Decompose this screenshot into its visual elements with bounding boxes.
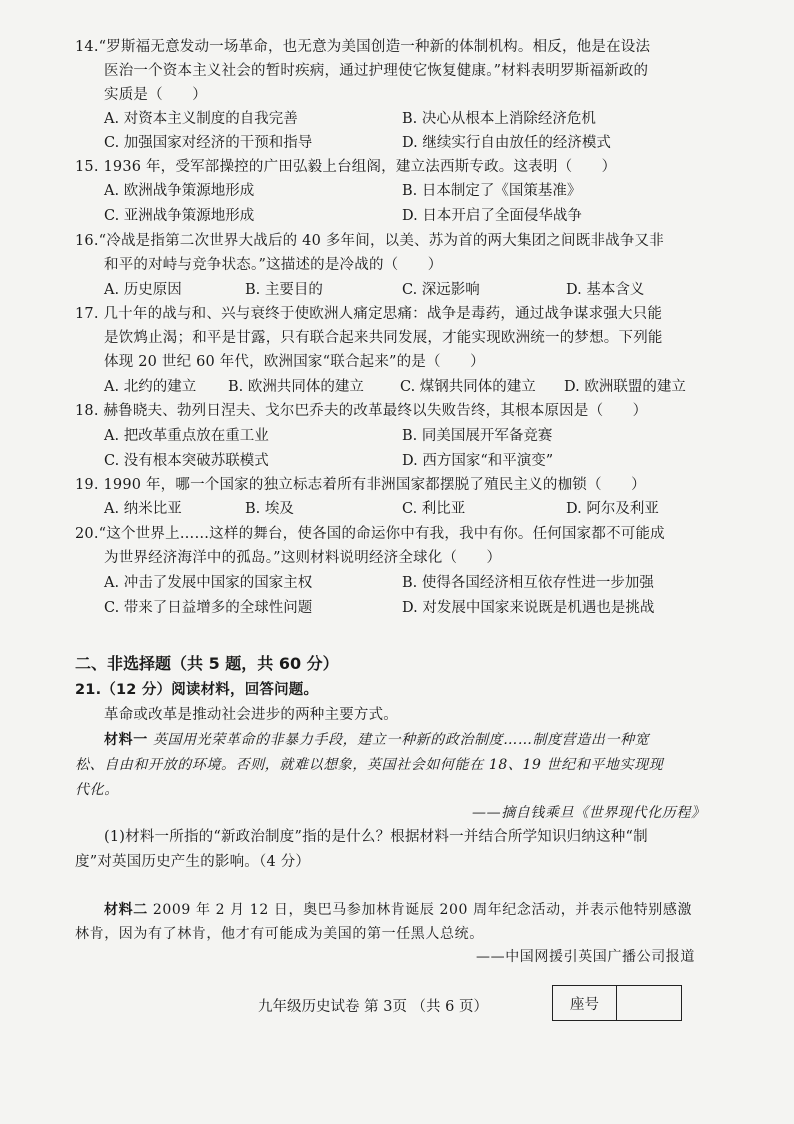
q20-option-a: A. 冲击了发展中国家的国家主权 — [104, 575, 313, 591]
q17-stem-line1: 17. 几十年的战与和、兴与衰终于使欧洲人痛定思痛：战争是毒药，通过战争谋求强大只能 — [75, 306, 663, 322]
q15-stem-line1: 15. 1936 年，受军部操控的广田弘毅上台组阁，建立法西斯专政。这表明（ ） — [75, 159, 617, 175]
q17-option-c: C. 煤钢共同体的建立 — [400, 379, 536, 395]
q15-option-d: D. 日本开启了全面侵华战争 — [402, 208, 582, 224]
q18-option-a: A. 把改革重点放在重工业 — [104, 428, 269, 444]
material-1-text-line1: 英国用光荣革命的非暴力手段，建立一种新的政治制度……制度营造出一种宽 — [152, 732, 650, 748]
q20-option-c: C. 带来了日益增多的全球性问题 — [104, 600, 313, 616]
q17-option-d: D. 欧洲联盟的建立 — [564, 379, 686, 395]
q14-option-a: A. 对资本主义制度的自我完善 — [104, 111, 298, 127]
q18-stem-line1: 18. 赫鲁晓夫、勃列日涅夫、戈尔巴乔夫的改革最终以失败告终，其根本原因是（ ） — [75, 403, 648, 419]
q17-stem-line2: 是饮鸩止渴；和平是甘露，只有联合起来共同发展，才能实现欧洲统一的梦想。下列能 — [104, 330, 663, 346]
material-2-text-line1: 2009 年 2 月 12 日，奥巴马参加林肯诞辰 200 周年纪念活动，并表示他特别感激 — [152, 902, 693, 918]
q14-stem-line3: 实质是（ ） — [104, 87, 207, 103]
q17-stem-line3: 体现 20 世纪 60 年代，欧洲国家“联合起来”的是（ ） — [104, 354, 485, 370]
q14-option-b: B. 决心从根本上消除经济危机 — [402, 111, 596, 127]
q16-option-b: B. 主要目的 — [245, 282, 323, 298]
q16-stem-line1: 16.“冷战是指第二次世界大战后的 40 多年间，以美、苏为首的两大集团之间既非战争又非 — [75, 233, 664, 249]
q14-stem-line1: 14.“罗斯福无意发动一场革命，也无意为美国创造一种新的体制机构。相反，他是在设法 — [75, 39, 651, 55]
q14-stem-line2: 医治一个资本主义社会的暂时疾病，通过护理使它恢复健康。”材料表明罗斯福新政的 — [104, 63, 649, 79]
q20-option-b: B. 使得各国经济相互依存性进一步加强 — [402, 575, 654, 591]
q19-option-c: C. 利比亚 — [402, 501, 466, 517]
seat-number-field[interactable] — [617, 986, 681, 1020]
q16-option-d: D. 基本含义 — [566, 282, 645, 298]
seat-number-box — [552, 985, 682, 1021]
material-1-source: ——摘自钱乘旦《世界现代化历程》 — [472, 805, 706, 821]
q21-sub1-line2: 度”对英国历史产生的影响。（4 分） — [75, 854, 311, 870]
material-1-label: 材料一 — [104, 732, 148, 748]
q19-stem-line1: 19. 1990 年，哪一个国家的独立标志着所有非洲国家都摆脱了殖民主义的枷锁（ ） — [75, 477, 646, 493]
q17-option-b: B. 欧洲共同体的建立 — [228, 379, 364, 395]
q16-option-a: A. 历史原因 — [104, 282, 182, 298]
q18-option-b: B. 同美国展开军备竞赛 — [402, 428, 553, 444]
q20-stem-line2: 为世界经济海洋中的孤岛。”这则材料说明经济全球化（ ） — [104, 550, 502, 566]
q14-option-d: D. 继续实行自由放任的经济模式 — [402, 135, 611, 151]
q21-heading: 21.（12 分）阅读材料，回答问题。 — [75, 682, 319, 698]
material-1-line1 — [104, 729, 649, 751]
section-title: 二、非选择题（共 5 题，共 60 分） — [75, 654, 339, 673]
q20-stem-line1: 20.“这个世界上……这样的舞台，使各国的命运你中有我，我中有你。任何国家都不可能成 — [75, 526, 665, 542]
q20-option-d: D. 对发展中国家来说既是机遇也是挑战 — [402, 600, 655, 616]
q21-sub1-line1: (1)材料一所指的“新政治制度”指的是什么？根据材料一并结合所学知识归纳这种“制 — [104, 829, 648, 845]
seat-number-label: 座号 — [553, 986, 617, 1020]
material-1-line3: 代化。 — [75, 782, 119, 798]
q15-option-c: C. 亚洲战争策源地形成 — [104, 208, 255, 224]
q17-option-a: A. 北约的建立 — [104, 379, 197, 395]
page-footer: 九年级历史试卷 第 3页 （共 6 页） — [258, 999, 488, 1015]
q18-option-d: D. 西方国家“和平演变” — [402, 453, 554, 469]
q19-option-b: B. 埃及 — [245, 501, 294, 517]
q15-option-b: B. 日本制定了《国策基准》 — [402, 183, 582, 199]
material-1-line2: 松、自由和开放的环境。否则，就难以想象，英国社会如何能在 18、19 世纪和平地实现现 — [75, 757, 664, 773]
material-2-label: 材料二 — [104, 902, 148, 918]
material-2-line2: 林肯，因为有了林肯，他才有可能成为美国的第一任黑人总统。 — [75, 926, 484, 942]
q14-option-c: C. 加强国家对经济的干预和指导 — [104, 135, 313, 151]
q19-option-a: A. 纳米比亚 — [104, 501, 182, 517]
q21-intro: 革命或改革是推动社会进步的两种主要方式。 — [104, 707, 398, 723]
material-2-source: ——中国网援引英国广播公司报道 — [476, 949, 695, 965]
q15-option-a: A. 欧洲战争策源地形成 — [104, 183, 255, 199]
q18-option-c: C. 没有根本突破苏联模式 — [104, 453, 269, 469]
q19-option-d: D. 阿尔及利亚 — [566, 501, 659, 517]
q16-stem-line2: 和平的对峙与竞争状态。”这描述的是冷战的（ ） — [104, 257, 443, 273]
q16-option-c: C. 深远影响 — [402, 282, 480, 298]
material-2-line1 — [104, 899, 692, 921]
